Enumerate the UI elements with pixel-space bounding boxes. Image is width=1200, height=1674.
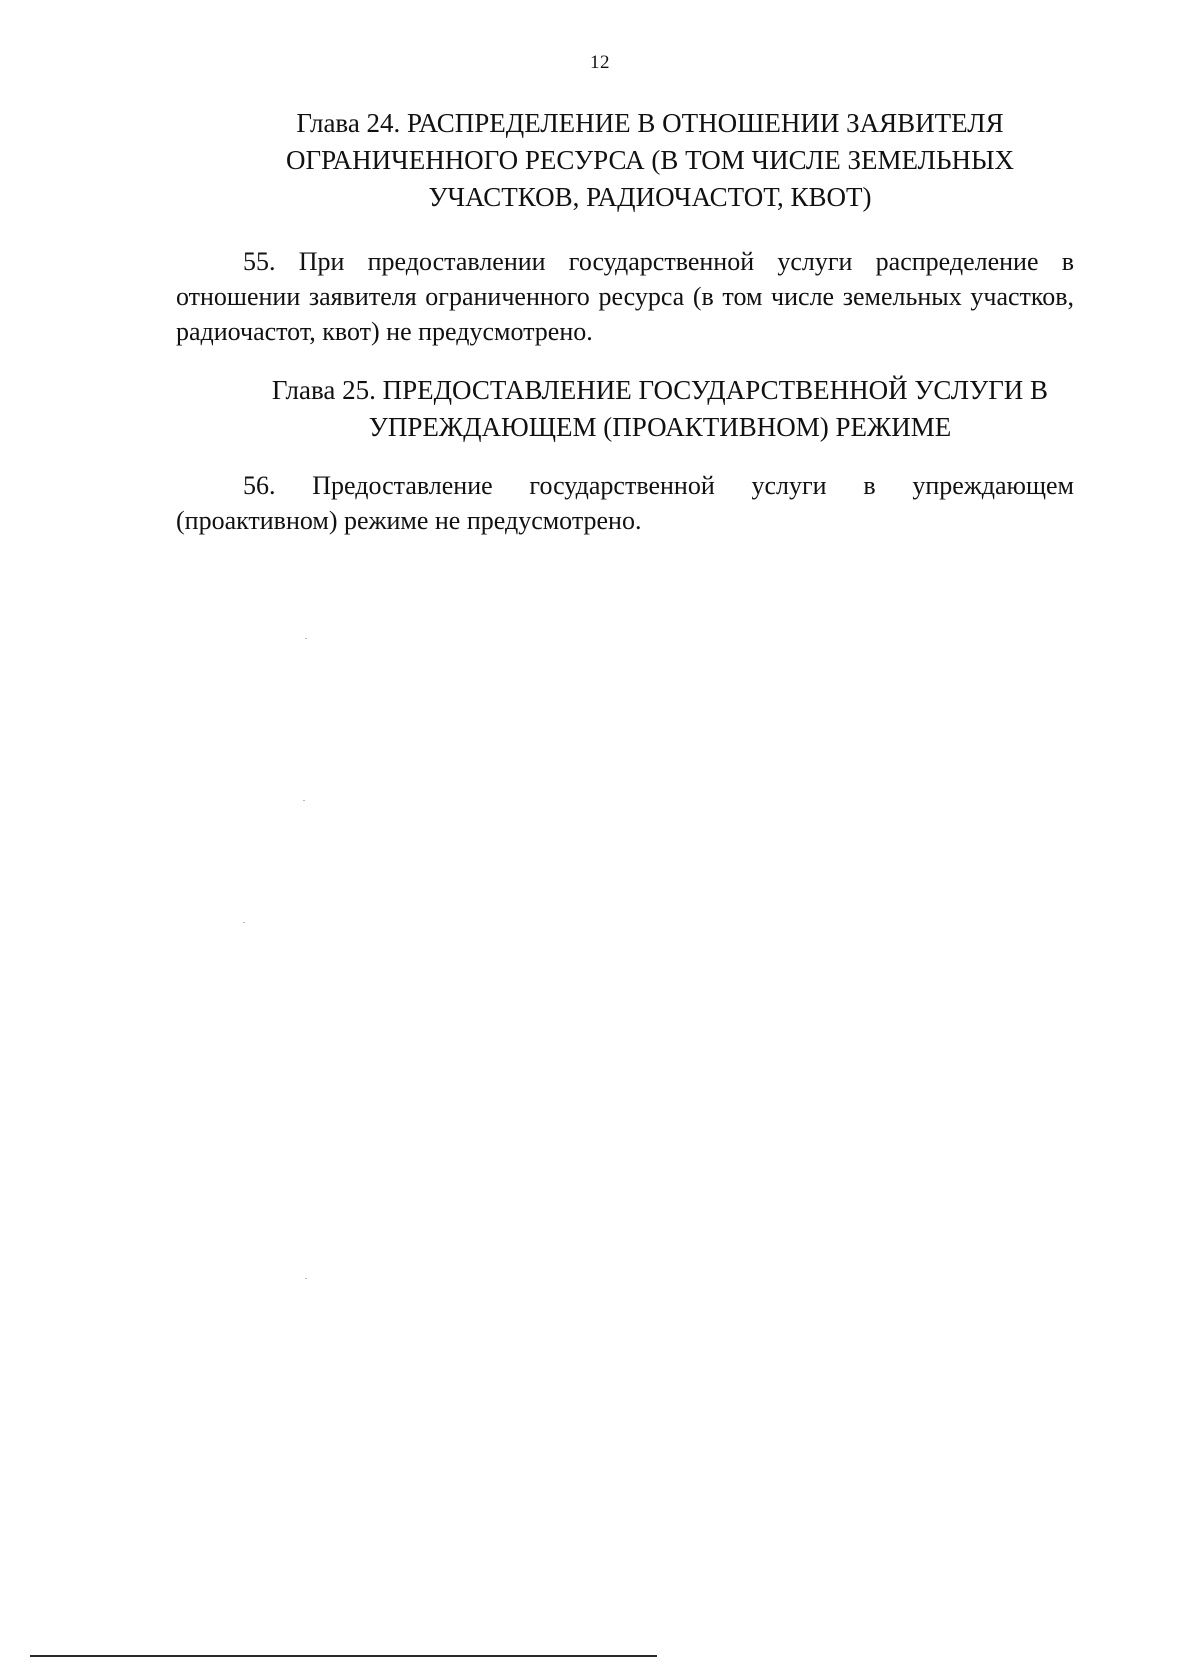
chapter-25-heading-line-1: Глава 25. ПРЕДОСТАВЛЕНИЕ ГОСУДАРСТВЕННОЙ УСЛУГИ В xyxy=(271,375,1049,405)
chapter-24-heading-line-3: УЧАСТКОВ, РАДИОЧАСТОТ, КВОТ) xyxy=(428,182,872,212)
scan-speck xyxy=(305,1278,307,1279)
scan-speck xyxy=(243,922,245,923)
chapter-24-heading-line-2: ОГРАНИЧЕННОГО РЕСУРСА (В ТОМ ЧИСЛЕ ЗЕМЕЛЬНЫХ xyxy=(285,145,1015,175)
footer-rule xyxy=(30,1655,657,1657)
chapter-24-heading xyxy=(240,105,1060,216)
scan-speck xyxy=(303,800,305,801)
page-number: 12 xyxy=(590,52,610,73)
paragraph-55: 55. При предоставлении государственной услуги распределение в отношении заявителя ограниченного ресурса (в том числе земельных участков, радиочастот, квот) не предусмотрено. xyxy=(176,247,1074,346)
chapter-25-heading xyxy=(250,372,1070,446)
chapter-24-heading-line-1: Глава 24. РАСПРЕДЕЛЕНИЕ В ОТНОШЕНИИ ЗАЯВИТЕЛЯ xyxy=(296,108,1004,138)
scan-speck xyxy=(305,638,307,639)
paragraph-56: 56. Предоставление государственной услуги в упреждающем (проактивном) режиме не предусмотрено. xyxy=(176,471,1074,535)
chapter-25-heading-line-2: УПРЕЖДАЮЩЕМ (ПРОАКТИВНОМ) РЕЖИМЕ xyxy=(368,412,952,442)
